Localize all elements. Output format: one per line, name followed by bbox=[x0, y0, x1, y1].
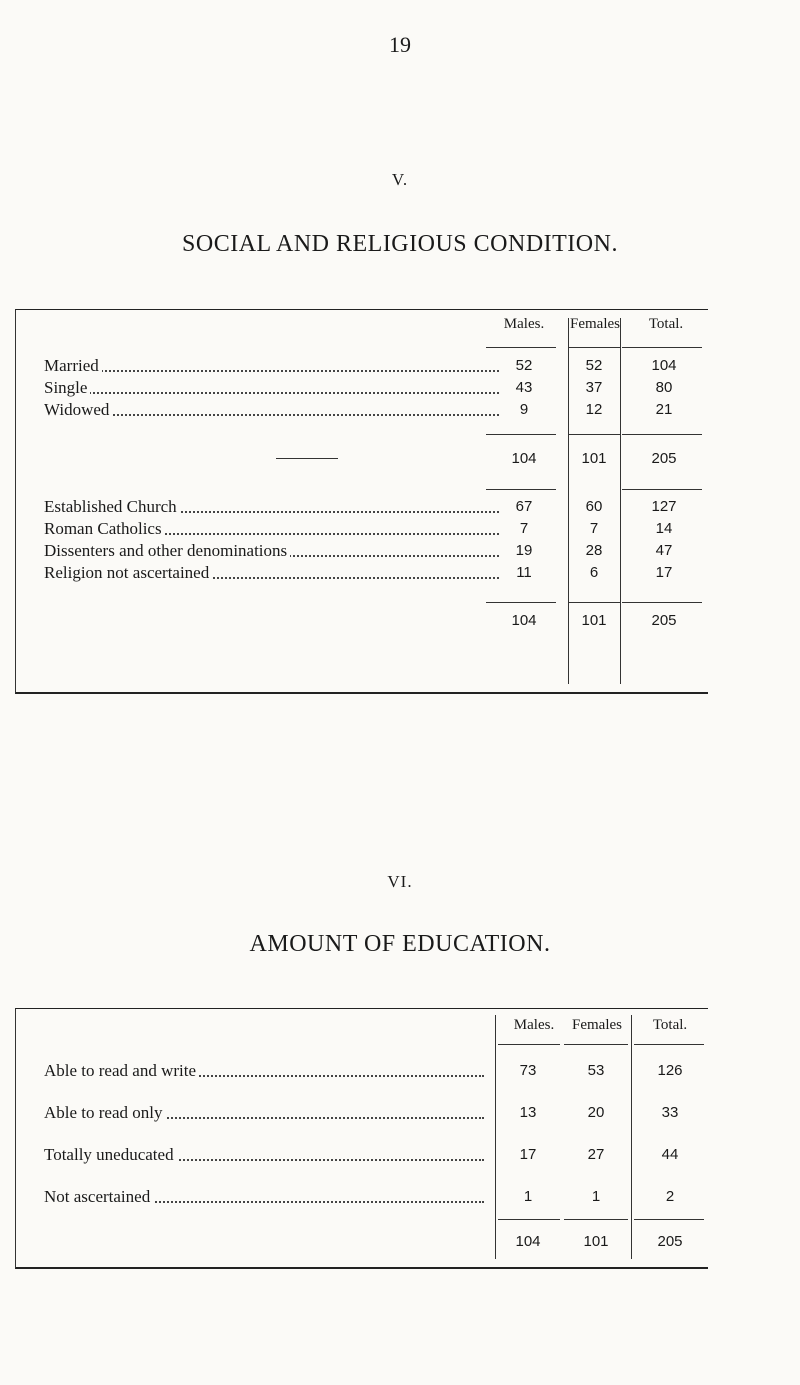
females-value: 37 bbox=[585, 379, 603, 396]
header-males: Males. bbox=[513, 1017, 555, 1033]
row-label: Able to read and write bbox=[44, 1060, 484, 1082]
rule bbox=[568, 347, 620, 348]
total-value: 47 bbox=[655, 542, 673, 559]
column-rule bbox=[495, 1015, 496, 1259]
row-label: Widowed bbox=[44, 399, 499, 421]
males-value: 7 bbox=[519, 520, 529, 537]
total-value: 2 bbox=[665, 1188, 675, 1205]
grand-total: 205 bbox=[651, 612, 677, 629]
row-label: Totally uneducated bbox=[44, 1144, 484, 1166]
males-total: 104 bbox=[511, 450, 537, 467]
males-value: 73 bbox=[519, 1062, 537, 1079]
males-value: 13 bbox=[519, 1104, 537, 1121]
females-value: 1 bbox=[591, 1188, 601, 1205]
females-value: 53 bbox=[587, 1062, 605, 1079]
females-value: 7 bbox=[589, 520, 599, 537]
header-total: Total. bbox=[648, 316, 684, 332]
total-value: 21 bbox=[655, 401, 673, 418]
section-v-title: SOCIAL AND RELIGIOUS CONDITION. bbox=[182, 231, 618, 257]
rule bbox=[568, 434, 620, 435]
females-total: 101 bbox=[583, 1233, 609, 1250]
rule bbox=[498, 1219, 560, 1220]
table-row bbox=[16, 1102, 708, 1124]
rule bbox=[486, 489, 556, 490]
grand-total: 205 bbox=[651, 450, 677, 467]
females-value: 60 bbox=[585, 498, 603, 515]
rule bbox=[486, 434, 556, 435]
row-label: Roman Catholics bbox=[44, 518, 499, 540]
rule bbox=[564, 1044, 628, 1045]
column-rule bbox=[631, 1015, 632, 1259]
table-row bbox=[16, 355, 708, 377]
table-row bbox=[16, 562, 708, 584]
row-label: Religion not ascertained bbox=[44, 562, 499, 584]
females-value: 6 bbox=[589, 564, 599, 581]
rule bbox=[564, 1219, 628, 1220]
row-label: Dissenters and other denominations bbox=[44, 540, 499, 562]
education-table bbox=[15, 1008, 708, 1269]
total-value: 33 bbox=[661, 1104, 679, 1121]
table-row bbox=[16, 496, 708, 518]
males-value: 67 bbox=[515, 498, 533, 515]
total-value: 14 bbox=[655, 520, 673, 537]
females-value: 20 bbox=[587, 1104, 605, 1121]
total-value: 17 bbox=[655, 564, 673, 581]
header-females: Females bbox=[570, 316, 620, 332]
rule bbox=[634, 1044, 704, 1045]
rule bbox=[622, 434, 702, 435]
subtotal-row bbox=[16, 448, 708, 470]
total-value: 127 bbox=[651, 498, 677, 515]
males-value: 1 bbox=[523, 1188, 533, 1205]
section-vi-title: AMOUNT OF EDUCATION. bbox=[249, 931, 551, 957]
rule bbox=[622, 347, 702, 348]
row-label: Established Church bbox=[44, 496, 499, 518]
header-males: Males. bbox=[503, 316, 545, 332]
females-total: 101 bbox=[581, 612, 607, 629]
total-row bbox=[16, 1231, 708, 1253]
table-row bbox=[16, 377, 708, 399]
males-value: 19 bbox=[515, 542, 533, 559]
females-value: 28 bbox=[585, 542, 603, 559]
table-row bbox=[16, 1144, 708, 1166]
row-label: Married bbox=[44, 355, 499, 377]
males-total: 104 bbox=[511, 612, 537, 629]
females-value: 12 bbox=[585, 401, 603, 418]
rule bbox=[634, 1219, 704, 1220]
table-row bbox=[16, 1060, 708, 1082]
males-value: 9 bbox=[519, 401, 529, 418]
total-value: 44 bbox=[661, 1146, 679, 1163]
grand-total: 205 bbox=[657, 1233, 683, 1250]
total-marker-rule bbox=[276, 458, 338, 459]
row-label: Able to read only bbox=[44, 1102, 484, 1124]
total-value: 104 bbox=[651, 357, 677, 374]
males-value: 52 bbox=[515, 357, 533, 374]
table-row bbox=[16, 399, 708, 421]
males-value: 11 bbox=[516, 564, 532, 581]
section-vi-number: VI. bbox=[387, 872, 413, 891]
total-value: 80 bbox=[655, 379, 673, 396]
males-value: 43 bbox=[515, 379, 533, 396]
rule bbox=[622, 489, 702, 490]
header-females: Females bbox=[572, 1017, 622, 1033]
males-value: 17 bbox=[519, 1146, 537, 1163]
row-label: Not ascertained bbox=[44, 1186, 484, 1208]
social-religious-table bbox=[15, 309, 708, 694]
rule bbox=[498, 1044, 560, 1045]
total-value: 126 bbox=[657, 1062, 683, 1079]
page-number: 19 bbox=[389, 32, 411, 57]
females-value: 52 bbox=[585, 357, 603, 374]
females-total: 101 bbox=[581, 450, 607, 467]
females-value: 27 bbox=[587, 1146, 605, 1163]
rule bbox=[486, 347, 556, 348]
subtotal-row bbox=[16, 610, 708, 632]
rule bbox=[622, 602, 702, 603]
section-v-number: V. bbox=[391, 170, 409, 189]
rule bbox=[568, 602, 620, 603]
row-label: Single bbox=[44, 377, 499, 399]
table-row bbox=[16, 540, 708, 562]
males-total: 104 bbox=[515, 1233, 541, 1250]
table-row bbox=[16, 518, 708, 540]
header-total: Total. bbox=[652, 1017, 688, 1033]
rule bbox=[486, 602, 556, 603]
table-row bbox=[16, 1186, 708, 1208]
